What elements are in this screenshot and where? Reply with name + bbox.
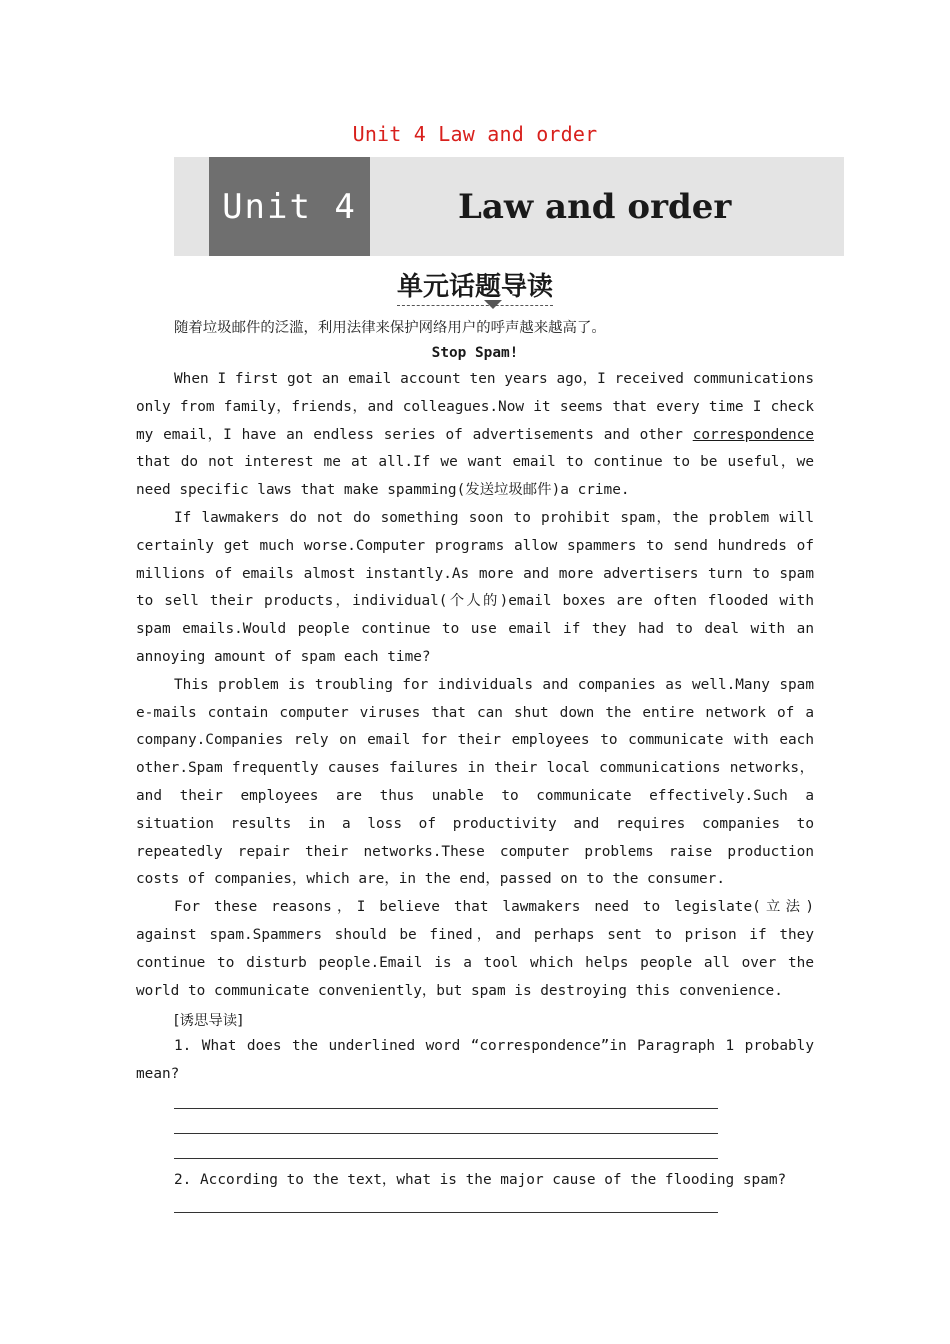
paragraph-4: For these reasons，I believe that lawmakers need to legislate(立法) against spam.Spammers should be fined，and perhaps sent to prison if they continue to disturb people.Email is a tool which helps people all over the world to communicate conveniently，but spam is destroying this convenience. [136,899,814,999]
banner-unit-label: Unit 4 [209,157,370,256]
paragraph-3: This problem is troubling for individuals and companies as well.Many spam e-mails contain computer viruses that can shut down the entire network of a company.Companies rely on email for their employees to communicate with each other.Spam frequently causes failures in their local communications networks，and their employees are thus unable to communicate effectively.Such a situation results in a loss of productivity and requires companies to repeatedly repair their networks.These computer problems raise production costs of companies，which are，in the end，passed on to the consumer. [136,676,814,888]
unit-banner [174,157,844,256]
answer-line[interactable] [174,1212,718,1213]
paragraph-1: When I first got an email account ten years ago，I received communications only from family，friends，and colleagues.Now it seems that every time I check my email，I have an endless series of advertisements and other correspondence that do not interest me at all.If we want email to continue to be useful，we need specific laws that make spamming(发送垃圾邮件)a crime. [136,371,814,499]
answer-line[interactable] [174,1158,718,1159]
paragraph-2: If lawmakers do not do something soon to prohibit spam，the problem will certainly get much worse.Computer programs allow spammers to send hundreds of millions of emails almost instantly.As more and more advertisers turn to spam to sell their products，individual(个人的)email boxes are often flooded with spam emails.Would people continue to use email if they had to deal with an annoying amount of spam each time? [136,509,814,665]
banner-title: Law and order [458,186,732,227]
underlined-word: correspondence [692,426,814,443]
passage-body [136,366,814,1005]
topic-heading: 单元话题导读 [0,266,950,306]
question-1: 1. What does the underlined word “correspondence”in Paragraph 1 probably mean? [136,1038,814,1082]
section-label: [诱思导读] [174,1013,243,1029]
unit-title: Unit 4 Law and order [352,122,598,146]
down-triangle-icon [484,300,502,309]
answer-line[interactable] [174,1108,718,1109]
question-2: 2. According to the text，what is the major cause of the flooding spam? [174,1172,787,1188]
answer-line[interactable] [174,1133,718,1134]
intro-text: 随着垃圾邮件的泛滥，利用法律来保护网络用户的呼声越来越高了。 [174,320,606,336]
passage-title: Stop Spam! [431,345,519,361]
